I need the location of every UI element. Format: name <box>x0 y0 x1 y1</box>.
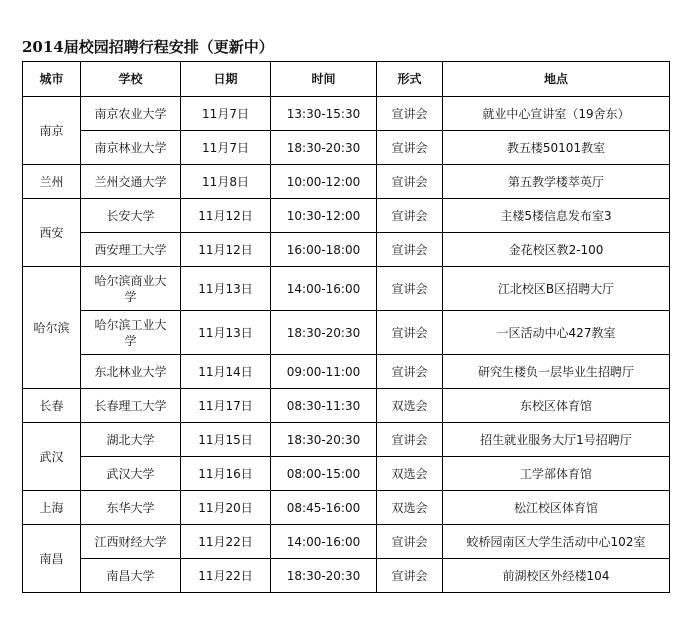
time-cell: 18:30-20:30 <box>271 311 377 355</box>
format-cell: 宣讲会 <box>377 97 443 131</box>
school-cell: 东华大学 <box>81 491 181 525</box>
date-cell: 11月22日 <box>181 559 271 593</box>
time-cell: 18:30-20:30 <box>271 131 377 165</box>
location-cell: 一区活动中心427教室 <box>443 311 670 355</box>
school-cell: 长安大学 <box>81 199 181 233</box>
date-cell: 11月7日 <box>181 97 271 131</box>
time-cell: 08:45-16:00 <box>271 491 377 525</box>
table-row <box>23 199 670 233</box>
location-cell: 前湖校区外经楼104 <box>443 559 670 593</box>
date-cell: 11月12日 <box>181 233 271 267</box>
table-row <box>23 389 670 423</box>
format-cell: 宣讲会 <box>377 559 443 593</box>
location-cell: 研究生楼负一层毕业生招聘厅 <box>443 355 670 389</box>
header-format: 形式 <box>377 62 443 97</box>
table-row <box>23 491 670 525</box>
table-row <box>23 457 670 491</box>
format-cell: 宣讲会 <box>377 131 443 165</box>
location-cell: 主楼5楼信息发布室3 <box>443 199 670 233</box>
location-cell: 金花校区教2-100 <box>443 233 670 267</box>
format-cell: 宣讲会 <box>377 199 443 233</box>
date-cell: 11月13日 <box>181 267 271 311</box>
location-cell: 蛟桥园南区大学生活动中心102室 <box>443 525 670 559</box>
time-cell: 14:00-16:00 <box>271 525 377 559</box>
location-cell: 工学部体育馆 <box>443 457 670 491</box>
school-cell: 南京农业大学 <box>81 97 181 131</box>
schedule-table <box>22 61 670 593</box>
table-row <box>23 131 670 165</box>
date-cell: 11月8日 <box>181 165 271 199</box>
time-cell: 09:00-11:00 <box>271 355 377 389</box>
city-cell: 兰州 <box>23 165 81 199</box>
table-row <box>23 233 670 267</box>
city-cell: 长春 <box>23 389 81 423</box>
location-cell: 第五教学楼萃英厅 <box>443 165 670 199</box>
date-cell: 11月14日 <box>181 355 271 389</box>
school-cell: 南京林业大学 <box>81 131 181 165</box>
location-cell: 就业中心宣讲室（19舍东） <box>443 97 670 131</box>
table-row <box>23 311 670 355</box>
date-cell: 11月16日 <box>181 457 271 491</box>
format-cell: 宣讲会 <box>377 233 443 267</box>
date-cell: 11月15日 <box>181 423 271 457</box>
header-date: 日期 <box>181 62 271 97</box>
location-cell: 教五楼50101教室 <box>443 131 670 165</box>
school-cell: 东北林业大学 <box>81 355 181 389</box>
table-row <box>23 525 670 559</box>
format-cell: 宣讲会 <box>377 267 443 311</box>
date-cell: 11月22日 <box>181 525 271 559</box>
format-cell: 宣讲会 <box>377 165 443 199</box>
time-cell: 18:30-20:30 <box>271 423 377 457</box>
school-cell: 西安理工大学 <box>81 233 181 267</box>
city-cell: 南京 <box>23 97 81 165</box>
time-cell: 16:00-18:00 <box>271 233 377 267</box>
location-cell: 江北校区B区招聘大厅 <box>443 267 670 311</box>
time-cell: 10:30-12:00 <box>271 199 377 233</box>
page-title: 2014届校园招聘行程安排（更新中） <box>22 38 274 56</box>
format-cell: 宣讲会 <box>377 311 443 355</box>
city-cell: 南昌 <box>23 525 81 593</box>
time-cell: 14:00-16:00 <box>271 267 377 311</box>
time-cell: 08:00-15:00 <box>271 457 377 491</box>
table-row <box>23 165 670 199</box>
header-row <box>23 62 670 97</box>
city-cell: 哈尔滨 <box>23 267 81 389</box>
table-row <box>23 355 670 389</box>
school-cell: 江西财经大学 <box>81 525 181 559</box>
header-city: 城市 <box>23 62 81 97</box>
date-cell: 11月20日 <box>181 491 271 525</box>
date-cell: 11月12日 <box>181 199 271 233</box>
format-cell: 双选会 <box>377 491 443 525</box>
table-row <box>23 97 670 131</box>
city-cell: 上海 <box>23 491 81 525</box>
city-cell: 西安 <box>23 199 81 267</box>
date-cell: 11月17日 <box>181 389 271 423</box>
school-cell: 兰州交通大学 <box>81 165 181 199</box>
city-cell: 武汉 <box>23 423 81 491</box>
school-cell: 长春理工大学 <box>81 389 181 423</box>
location-cell: 松江校区体育馆 <box>443 491 670 525</box>
header-school: 学校 <box>81 62 181 97</box>
location-cell: 东校区体育馆 <box>443 389 670 423</box>
format-cell: 宣讲会 <box>377 525 443 559</box>
school-cell: 武汉大学 <box>81 457 181 491</box>
date-cell: 11月7日 <box>181 131 271 165</box>
time-cell: 13:30-15:30 <box>271 97 377 131</box>
table-row <box>23 559 670 593</box>
table-row <box>23 423 670 457</box>
format-cell: 双选会 <box>377 389 443 423</box>
header-time: 时间 <box>271 62 377 97</box>
format-cell: 宣讲会 <box>377 423 443 457</box>
school-cell: 哈尔滨工业大学 <box>81 311 181 355</box>
school-cell: 哈尔滨商业大学 <box>81 267 181 311</box>
time-cell: 10:00-12:00 <box>271 165 377 199</box>
format-cell: 双选会 <box>377 457 443 491</box>
date-cell: 11月13日 <box>181 311 271 355</box>
school-cell: 湖北大学 <box>81 423 181 457</box>
location-cell: 招生就业服务大厅1号招聘厅 <box>443 423 670 457</box>
header-location: 地点 <box>443 62 670 97</box>
time-cell: 18:30-20:30 <box>271 559 377 593</box>
format-cell: 宣讲会 <box>377 355 443 389</box>
school-cell: 南昌大学 <box>81 559 181 593</box>
time-cell: 08:30-11:30 <box>271 389 377 423</box>
table-row <box>23 267 670 311</box>
